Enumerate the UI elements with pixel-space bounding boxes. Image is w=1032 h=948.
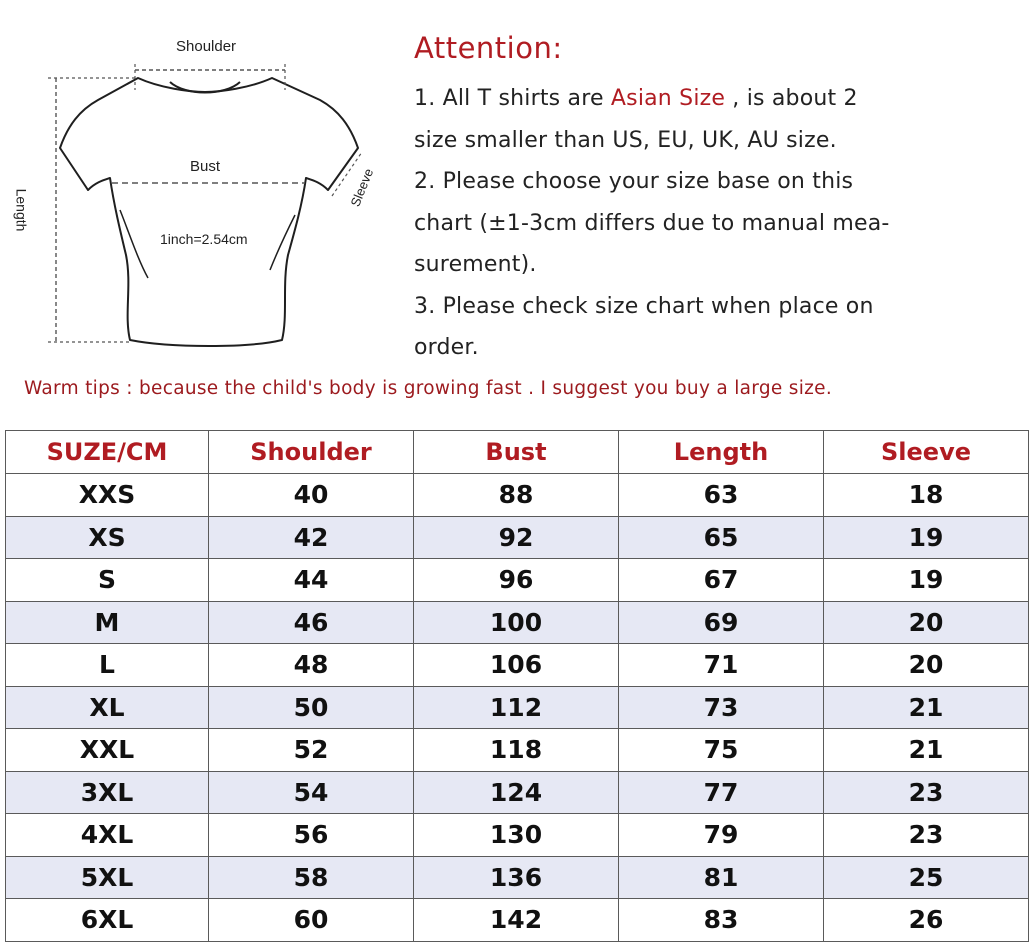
table-row	[6, 814, 1029, 857]
table-row	[6, 729, 1029, 772]
cell-sleeve: 18	[824, 474, 1029, 517]
cell-size: XL	[6, 686, 209, 729]
cell-sleeve: 19	[824, 516, 1029, 559]
cell-length: 81	[619, 856, 824, 899]
cell-shoulder: 58	[209, 856, 414, 899]
cell-size: XXL	[6, 729, 209, 772]
cell-sleeve: 23	[824, 771, 1029, 814]
note-line-6: 3. Please check size chart when place on	[414, 293, 874, 319]
cell-shoulder: 52	[209, 729, 414, 772]
table-body	[6, 474, 1029, 942]
cell-sleeve: 26	[824, 899, 1029, 942]
cell-length: 67	[619, 559, 824, 602]
cell-sleeve: 19	[824, 559, 1029, 602]
cell-bust: 136	[414, 856, 619, 899]
shoulder-label: Shoulder	[176, 38, 237, 55]
note-line-4: chart (±1-3cm differs due to manual mea-	[414, 210, 890, 236]
note-line-1	[414, 78, 1014, 120]
length-label: Length	[13, 188, 30, 232]
asian-size-highlight: Asian Size	[610, 86, 726, 111]
cell-size: 6XL	[6, 899, 209, 942]
cell-shoulder: 40	[209, 474, 414, 517]
cell-shoulder: 56	[209, 814, 414, 857]
table-row	[6, 601, 1029, 644]
cell-sleeve: 20	[824, 644, 1029, 687]
attention-title: Attention:	[414, 31, 563, 65]
bust-label: Bust	[190, 158, 221, 175]
tshirt-diagram	[13, 30, 395, 365]
cell-length: 75	[619, 729, 824, 772]
cell-bust: 142	[414, 899, 619, 942]
cell-sleeve: 21	[824, 729, 1029, 772]
table-row	[6, 644, 1029, 687]
table-row	[6, 474, 1029, 517]
cell-size: M	[6, 601, 209, 644]
table-row	[6, 899, 1029, 942]
cell-size: 5XL	[6, 856, 209, 899]
cell-shoulder: 54	[209, 771, 414, 814]
table-row	[6, 559, 1029, 602]
cell-shoulder: 42	[209, 516, 414, 559]
cell-shoulder: 48	[209, 644, 414, 687]
cell-length: 69	[619, 601, 824, 644]
cell-length: 83	[619, 899, 824, 942]
cell-length: 71	[619, 644, 824, 687]
table-header-row	[6, 431, 1029, 474]
cell-size: 4XL	[6, 814, 209, 857]
header-size: SUZE/CM	[6, 431, 209, 474]
cell-shoulder: 50	[209, 686, 414, 729]
sleeve-label: Sleeve	[347, 166, 377, 209]
tshirt-outline-icon	[20, 30, 395, 365]
warm-tips: Warm tips : because the child's body is growing fast . I suggest you buy a large size.	[24, 378, 833, 399]
cell-bust: 130	[414, 814, 619, 857]
note-line-7: order.	[414, 335, 479, 360]
cell-bust: 124	[414, 771, 619, 814]
size-table	[5, 430, 1029, 942]
cell-sleeve: 21	[824, 686, 1029, 729]
cell-length: 79	[619, 814, 824, 857]
header-shoulder: Shoulder	[209, 431, 414, 474]
cell-sleeve: 23	[824, 814, 1029, 857]
table-row	[6, 516, 1029, 559]
cell-sleeve: 20	[824, 601, 1029, 644]
note-text: 1. All T shirts are	[414, 86, 611, 111]
table-row	[6, 856, 1029, 899]
cell-bust: 100	[414, 601, 619, 644]
cell-bust: 92	[414, 516, 619, 559]
header-length: Length	[619, 431, 824, 474]
table-row	[6, 686, 1029, 729]
header-sleeve: Sleeve	[824, 431, 1029, 474]
note-text: , is about 2	[725, 86, 858, 111]
cell-size: L	[6, 644, 209, 687]
cell-size: XS	[6, 516, 209, 559]
cell-bust: 118	[414, 729, 619, 772]
header-bust: Bust	[414, 431, 619, 474]
cell-length: 77	[619, 771, 824, 814]
cell-size: XXS	[6, 474, 209, 517]
note-line-5: surement).	[414, 252, 537, 277]
cell-shoulder: 60	[209, 899, 414, 942]
table-row	[6, 771, 1029, 814]
note-line-2: size smaller than US, EU, UK, AU size.	[414, 127, 837, 153]
cell-length: 73	[619, 686, 824, 729]
cell-bust: 88	[414, 474, 619, 517]
cell-bust: 106	[414, 644, 619, 687]
note-line-3: 2. Please choose your size base on this	[414, 169, 854, 194]
cell-bust: 96	[414, 559, 619, 602]
cell-sleeve: 25	[824, 856, 1029, 899]
cell-shoulder: 44	[209, 559, 414, 602]
inch-conversion-label: 1inch=2.54cm	[160, 231, 248, 247]
cell-length: 65	[619, 516, 824, 559]
cell-size: 3XL	[6, 771, 209, 814]
cell-size: S	[6, 559, 209, 602]
cell-length: 63	[619, 474, 824, 517]
cell-shoulder: 46	[209, 601, 414, 644]
cell-bust: 112	[414, 686, 619, 729]
attention-notes	[414, 26, 1014, 369]
